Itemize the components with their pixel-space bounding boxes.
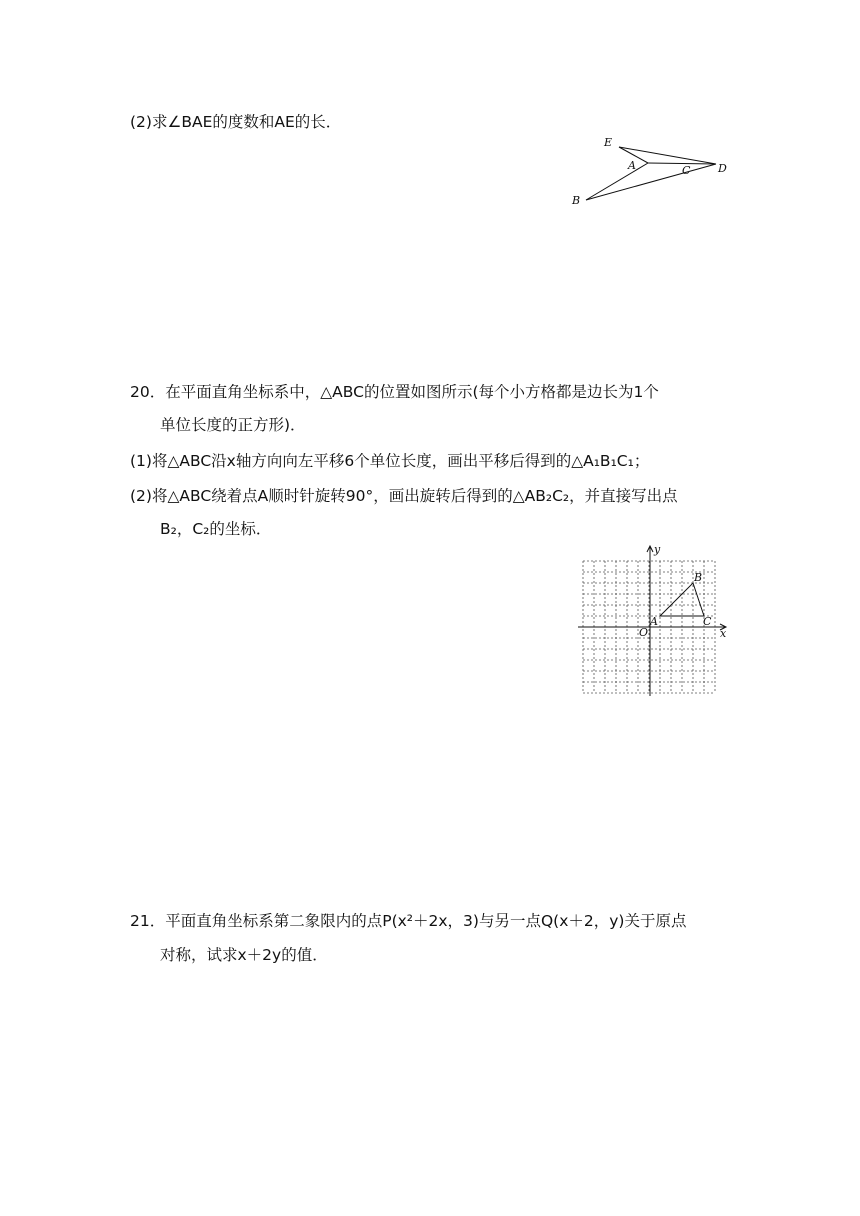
label-B: B [694, 571, 703, 584]
q20-stem-line2: 单位长度的正方形)． [160, 416, 306, 434]
label-E: E [604, 136, 613, 149]
q20-coordinate-grid-figure [574, 540, 734, 700]
q21-text: 平面直角坐标系第二象限内的点P(x²＋2x，3)与另一点Q(x＋2，y)关于原点 [165, 912, 687, 930]
label-A: A [650, 615, 658, 628]
q20-stem-line1 [130, 381, 659, 403]
label-y: y [654, 543, 661, 556]
q20-part1: (1)将△ABC沿x轴方向向左平移6个单位长度，画出平移后得到的△A₁B₁C₁； [130, 452, 650, 470]
q20-part2-line1: (2)将△ABC绕着点A顺时针旋转90°，画出旋转后得到的△AB₂C₂，并直接写出点 [130, 487, 678, 505]
q20-stem-text: 在平面直角坐标系中，△ABC的位置如图所示(每个小方格都是边长为1个 [165, 383, 659, 401]
q21-number: 21． [130, 912, 166, 930]
label-B: B [572, 194, 581, 207]
segment-BD [586, 164, 716, 200]
q19-part2-text: (2)求∠BAE的度数和AE的长． [130, 113, 342, 131]
label-O: O [639, 626, 649, 639]
q20-part2-line2: B₂，C₂的坐标． [160, 520, 272, 538]
label-D: D [718, 162, 727, 175]
label-C: C [682, 164, 691, 177]
q21-line1 [130, 910, 686, 932]
segment-BA [586, 163, 648, 200]
label-A: A [628, 159, 636, 172]
q19-figure [566, 132, 736, 212]
label-x: x [720, 627, 727, 640]
q20-number: 20． [130, 383, 166, 401]
triangle-ABC [660, 583, 704, 616]
label-C: C [703, 615, 712, 628]
q21-line2: 对称，试求x＋2y的值． [160, 946, 328, 964]
